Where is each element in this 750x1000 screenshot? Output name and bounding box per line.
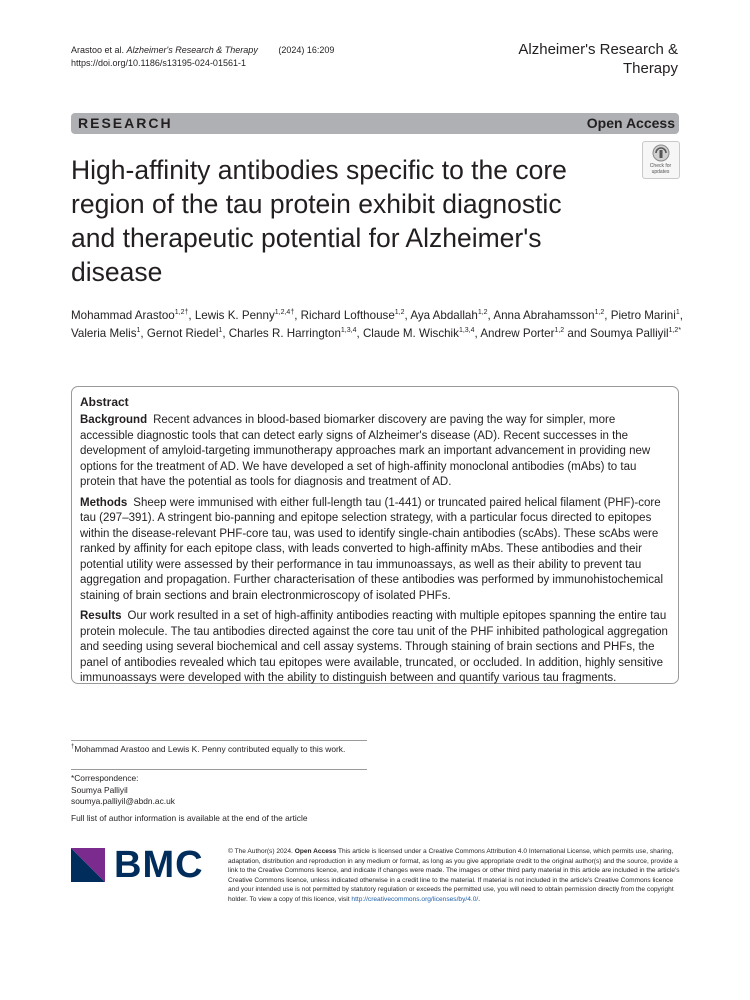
- correspondence-name: Soumya Palliyil: [71, 784, 128, 795]
- correspondence-label: *Correspondence:: [71, 773, 139, 783]
- author-name-text: Andrew Porter: [480, 326, 555, 340]
- abstract-methods: [80, 496, 672, 605]
- abstract-results: [80, 609, 672, 687]
- equal-contribution-text: Mohammad Arastoo and Lewis K. Penny contributed equally to this work.: [74, 744, 346, 754]
- journal-name-line1: Alzheimer's Research &: [518, 41, 678, 58]
- check-for-updates-label: [642, 163, 679, 175]
- author-name-text: Gernot Riedel: [146, 326, 219, 340]
- author-name: [493, 309, 604, 322]
- author-affiliation: 1: [675, 309, 680, 317]
- methods-text: Sheep were immunised with either full-length tau (1-441) or truncated paired helical filament (PHF)-core tau (297–391). A stringent bio-panning and epitope selection strategy, with a particular focus directed to epitopes within the disease-relevant PHF-core tau, was used to identify single-chain antibodies (scAbs). These scAbs were ranked by affinity for each epitope class, with leads converted to high-affinity mAbs. These antibodies and their potential utility were assessed by their performance in tau immunoassays, as well as their ability to prevent tau aggregation and propagation. Further characterisation of these antibodies was performed by immunohistochemical staining of brain sections and brain electronmicroscopy of isolated PHFs.: [80, 496, 663, 602]
- author-name: [147, 327, 222, 340]
- author-name-text: Soumya Palliyil: [589, 326, 669, 340]
- journal-name: [458, 40, 678, 78]
- correspondence-note: [71, 773, 351, 808]
- header-year-volume: (2024) 16:209: [278, 45, 335, 55]
- author-name: [410, 309, 487, 322]
- author-name-text: Claude M. Wischik: [362, 326, 459, 340]
- author-affiliation: 1,2: [554, 326, 565, 334]
- background-text: Recent advances in blood-based biomarker discovery are paving the way for simpler, more accessible diagnostic tools that can detect early signs of Alzheimer's disease (AD). Recent successes in the development of amyloid-targeting immunotherapy approaches mark an important advancement in providing new options for the treatment of AD. We have developed a set of high-affinity monoclonal antibodies (mAbs) to tau protein that have the potential as tools for diagnosis and treatment of AD.: [80, 414, 651, 488]
- author-name-text: Richard Lofthouse: [300, 309, 395, 322]
- badge-line1: Check for: [649, 163, 672, 169]
- author-affiliation: 1,2,4†: [274, 309, 295, 317]
- author-affiliation: 1: [136, 326, 141, 334]
- author-affiliation: 1,2: [594, 309, 605, 317]
- open-access-label: Open Access: [586, 115, 675, 131]
- author-name: [611, 309, 680, 322]
- equal-contribution-note: [71, 744, 351, 756]
- author-name-text: Charles R. Harrington: [228, 326, 341, 340]
- footnote-divider: [71, 740, 367, 741]
- author-affiliation: 1,3,4: [340, 326, 357, 334]
- correspondence-email-link[interactable]: soumya.palliyil@abdn.ac.uk: [71, 796, 175, 806]
- bmc-logo-text: BMC: [114, 844, 204, 886]
- author-name-text: Pietro Marini: [610, 309, 676, 322]
- bmc-logo-icon: [71, 848, 111, 882]
- author-name-text: Lewis K. Penny: [194, 309, 275, 322]
- article-type-label: RESEARCH: [78, 115, 173, 131]
- dagger-mark: †: [71, 744, 75, 751]
- author-name: [229, 327, 357, 340]
- abstract-body: [80, 413, 672, 692]
- author-name: [363, 327, 475, 340]
- background-label: Background: [80, 414, 148, 426]
- article-title: High-affinity antibodies specific to the core region of the tau protein exhibit diagnostic and therapeutic potential for Alzheimer's disease: [71, 155, 567, 287]
- results-text: Our work resulted in a set of high-affinity antibodies reacting with multiple epitopes spanning the entire tau protein molecule. The tau antibodies directed against the core tau unit of the PHF inhibited pathological aggregation and seeding using several biochemical and cell assay systems. Through staining of brain sections and PHFs, the panel of antibodies revealed which tau epitopes were available, truncated, or occluded. In addition, highly sensitive immunoassays were developed with the ability to distinguish between and quantify various tau fragments.: [80, 610, 668, 684]
- author-affiliation: 1: [218, 326, 223, 334]
- author-name: [71, 309, 188, 322]
- author-and: and: [567, 326, 587, 340]
- header-journal: Alzheimer's Research & Therapy: [126, 45, 258, 55]
- update-check-icon: [643, 142, 679, 164]
- author-name-text: Anna Abrahamsson: [493, 309, 595, 322]
- author-name: [71, 327, 140, 340]
- author-name-text: Valeria Melis: [71, 326, 137, 340]
- author-name: [480, 327, 564, 340]
- licence-open-access: Open Access: [294, 848, 337, 855]
- correspondence-divider: [71, 769, 367, 770]
- author-affiliation: 1,2: [394, 309, 405, 317]
- author-name-text: Aya Abdallah: [410, 309, 478, 322]
- header-authors: Arastoo et al.: [71, 45, 125, 55]
- author-name: [590, 327, 681, 340]
- author-name: [195, 309, 294, 322]
- running-header: [71, 44, 334, 70]
- results-label: Results: [80, 610, 122, 622]
- methods-label: Methods: [80, 496, 128, 509]
- copyright-text: © The Author(s) 2024.: [228, 848, 293, 855]
- author-name-text: Mohammad Arastoo: [71, 309, 175, 322]
- licence-text: This article is licensed under a Creative Commons Attribution 4.0 International License, which permits use, sharing, adaptation, distribution and reproduction in any medium or format, as long as you give appropriate credit to the original author(s) and the source, provide a link to the Creative Commons licence, and indicate if changes were made. The images or other third party material in this article are included in the article's Creative Commons licence, unless indicated otherwise in a credit line to the material. If material is not included in the article's Creative Commons licence and your intended use is not permitted by statutory regulation or exceeds the permitted use, you will need to obtain permission directly from the copyright holder. To view a copy of this licence, visit: [228, 848, 680, 903]
- author-info-note: Full list of author information is available at the end of the article: [71, 813, 308, 823]
- journal-name-line2: Therapy: [622, 60, 678, 77]
- author-affiliation: 1,3,4: [458, 326, 475, 334]
- author-name: [301, 309, 405, 322]
- licence-end: .: [478, 895, 481, 903]
- abstract-background: [80, 413, 672, 491]
- badge-line2: updates: [651, 169, 670, 175]
- author-affiliation: 1,2: [477, 309, 488, 317]
- author-affiliation: 1,2†: [174, 309, 189, 317]
- author-list: Mohammad Arastoo$^{1,2\dagger}$, Lewis K. Penny$^{1,2,4\dagger}$, Richard Lofthouse$^{1,2}$, Aya Abdallah$^{1,2}$, Anna Abrahamsson$^{1,2}$, Pietro Marini$^1$, Valeria Melis$^1$, Gernot Riedel$^1$, Charles R. Harrington$^{1,3,4}$, Claude M. Wischik$^{1,3,4}$, Andrew Porter$^{1,2}$ and Soumya Palliyil$^{1,2*}$: [71, 309, 683, 340]
- header-doi-link[interactable]: https://doi.org/10.1186/s13195-024-01561-1: [71, 58, 246, 68]
- abstract-heading: Abstract: [80, 395, 129, 409]
- licence-url-link[interactable]: http://creativecommons.org/licenses/by/4.0/: [351, 895, 479, 903]
- author-affiliation: 1,2*: [668, 326, 682, 334]
- licence-statement: [228, 847, 680, 905]
